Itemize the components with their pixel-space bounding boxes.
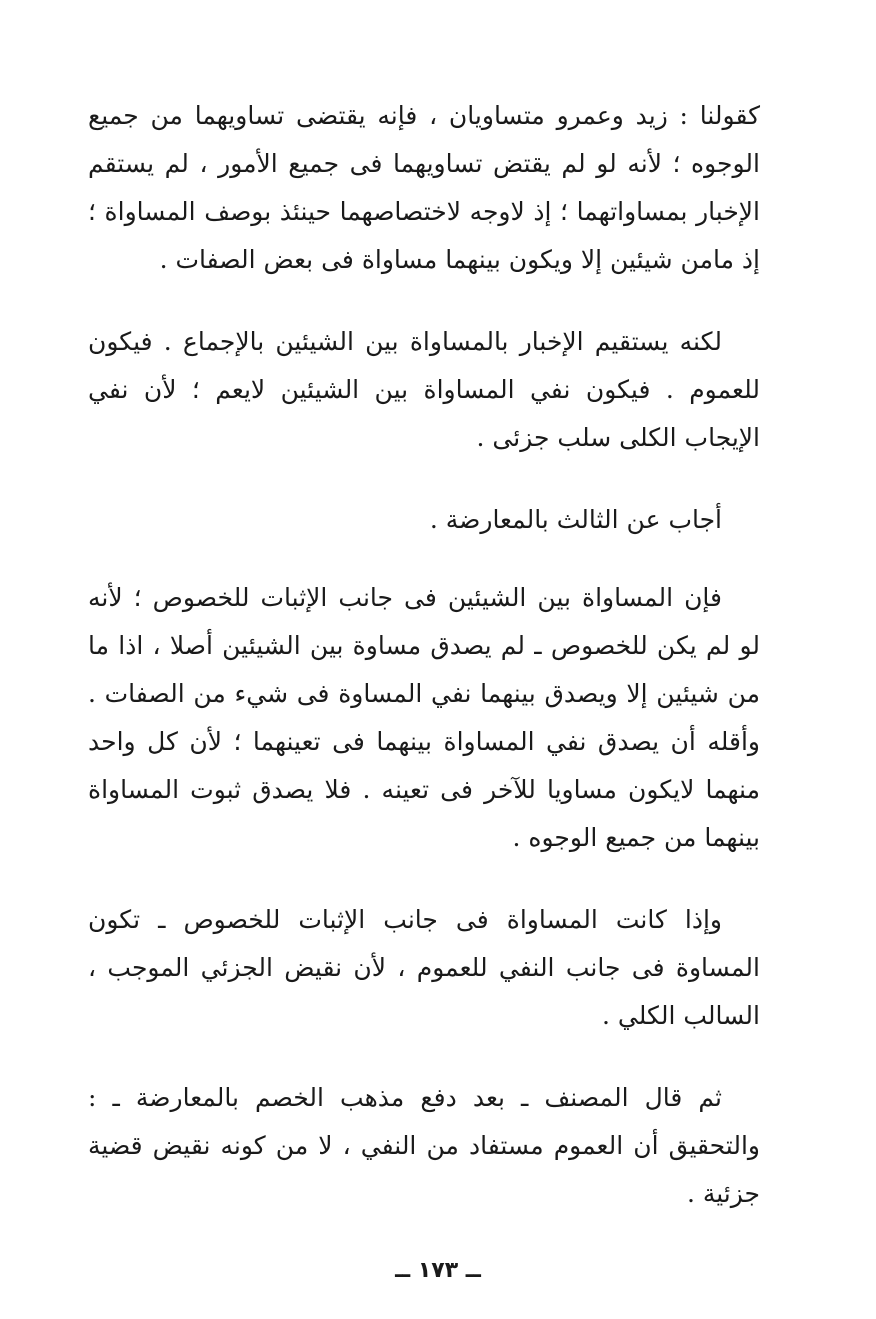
paragraph-2: لكنه يستقيم الإخبار بالمساواة بين الشيئين بالإجماع . فيكون للعموم . فيكون نفي المساواة بين الشيئين لايعم ؛ لأن نفي الإيجاب الكلى سلب جزئى . — [88, 327, 761, 452]
page-number: ــ ١٧٣ ــ — [395, 1258, 481, 1283]
paragraph-1: كقولنا : زيد وعمرو متساويان ، فإنه يقتضى تساويهما من جميع الوجوه ؛ لأنه لو لم يقتض تساويهما فى جميع الأمور ، لم يستقم الإخبار بمساواتهما ؛ إذ لاوجه لاختصاصهما حينئذ بوصف المساواة ؛ إذ مامن شيئين إلا ويكون بينهما مساواة فى بعض الصفات . — [88, 101, 760, 274]
page-body — [88, 92, 760, 1252]
paragraph-3: أجاب عن الثالث بالمعارضة . — [429, 505, 722, 534]
paragraph-4: فإن المساواة بين الشيئين فى جانب الإثبات للخصوص ؛ لأنه لو لم يكن للخصوص ـ لم يصدق مساوة بين الشيئين أصلا ، اذا ما من شيئين إلا ويصدق بينهما نفي المساوة فى شيء من الصفات . وأقله أن يصدق نفي المساواة بينهما فى تعينهما ؛ لأن كل واحد منهما لايكون مساويا للآخر فى تعينه . فلا يصدق ثبوت المساواة بينهما من جميع الوجوه . — [88, 583, 760, 852]
page-footer — [0, 1258, 876, 1283]
paragraph-5: وإذا كانت المساواة فى جانب الإثبات للخصوص ـ تكون المساوة فى جانب النفي للعموم ، لأن نقيض الجزئي الموجب ، السالب الكلي . — [88, 905, 760, 1030]
paragraph-6: ثم قال المصنف ـ بعد دفع مذهب الخصم بالمعارضة ـ : والتحقيق أن العموم مستفاد من النفي ، لا من كونه نقيض قضية جزئية . — [88, 1083, 760, 1208]
